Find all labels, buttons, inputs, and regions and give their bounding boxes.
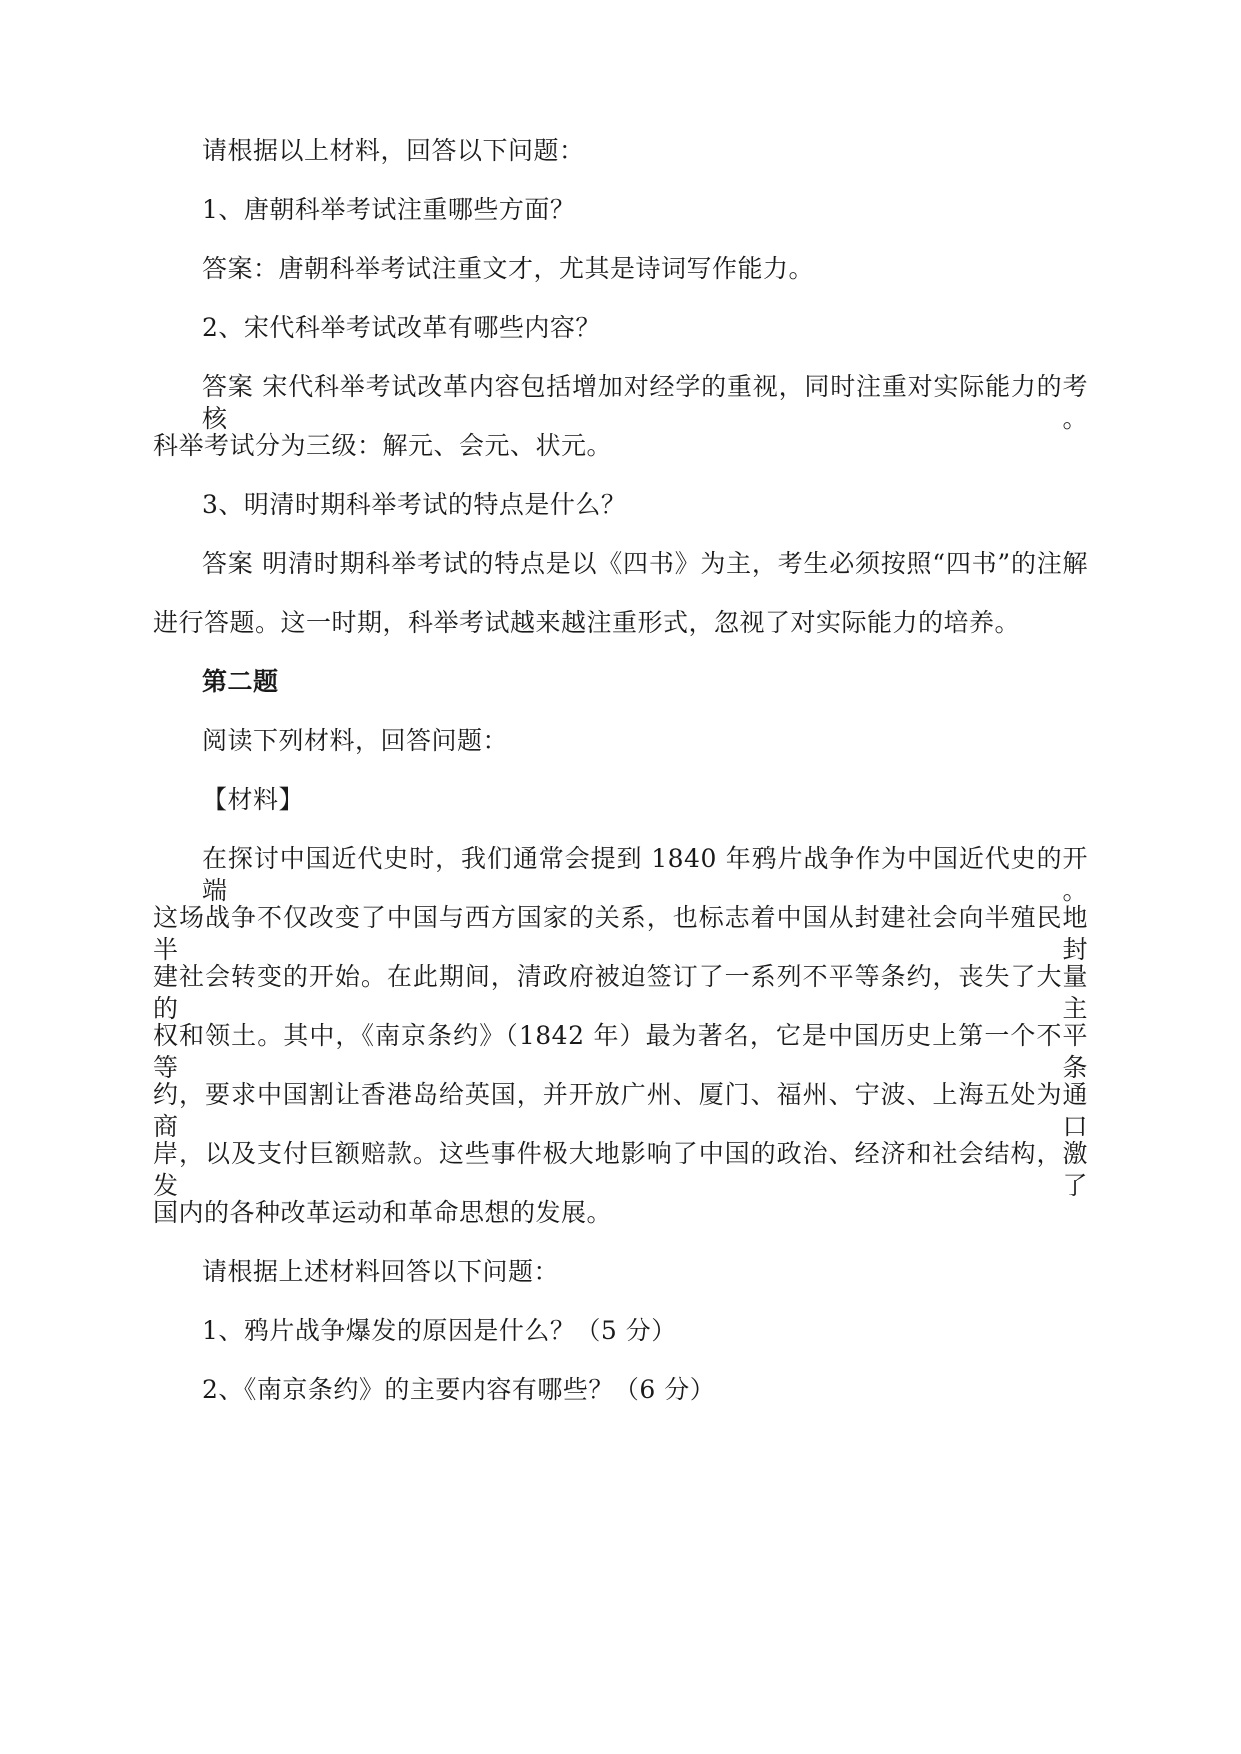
- reading-instruction: 阅读下列材料，回答问题：: [202, 726, 509, 755]
- instruction-text: 请根据以上材料，回答以下问题：: [202, 136, 585, 165]
- material-paragraph-line-2: 这场战争不仅改变了中国与西方国家的关系，也标志着中国从封建社会向半殖民地半封: [153, 903, 1088, 964]
- answer-1: 答案：唐朝科举考试注重文才，尤其是诗词写作能力。: [202, 254, 815, 283]
- answer-2-line-1: 答案 宋代科举考试改革内容包括增加对经学的重视，同时注重对实际能力的考核。: [202, 372, 1088, 433]
- answer-3-line-1: 答案 明清时期科举考试的特点是以《四书》为主，考生必须按照“四书”的注解: [202, 549, 1088, 578]
- question-3: 3、明清时期科举考试的特点是什么？: [202, 490, 627, 519]
- question-2: 2、宋代科举考试改革有哪些内容？: [202, 313, 601, 342]
- questions-instruction: 请根据上述材料回答以下问题：: [202, 1257, 560, 1286]
- material-paragraph-line-4: 权和领土。其中，《南京条约》（1842 年）最为著名，它是中国历史上第一个不平等条: [153, 1021, 1088, 1082]
- section-2-question-2: 2、《南京条约》的主要内容有哪些？（6 分）: [202, 1375, 716, 1404]
- answer-2-line-2: 科举考试分为三级：解元、会元、状元。: [153, 431, 613, 460]
- material-paragraph-line-1: 在探讨中国近代史时，我们通常会提到 1840 年鸦片战争作为中国近代史的开端。: [202, 844, 1088, 905]
- material-paragraph-line-3: 建社会转变的开始。在此期间，清政府被迫签订了一系列不平等条约，丧失了大量的主: [153, 962, 1088, 1023]
- section-2-question-1: 1、鸦片战争爆发的原因是什么？（5 分）: [202, 1316, 677, 1345]
- answer-3-line-2: 进行答题。这一时期，科举考试越来越注重形式，忽视了对实际能力的培养。: [153, 608, 1021, 637]
- section-heading: 第二题: [202, 667, 279, 696]
- material-paragraph-line-5: 约，要求中国割让香港岛给英国，并开放广州、厦门、福州、宁波、上海五处为通商口: [153, 1080, 1088, 1141]
- material-paragraph-line-7: 国内的各种改革运动和革命思想的发展。: [153, 1198, 613, 1227]
- material-label: 【材料】: [202, 785, 305, 814]
- question-1: 1、唐朝科举考试注重哪些方面？: [202, 195, 576, 224]
- material-paragraph-line-6: 岸，以及支付巨额赔款。这些事件极大地影响了中国的政治、经济和社会结构，激发了: [153, 1139, 1088, 1200]
